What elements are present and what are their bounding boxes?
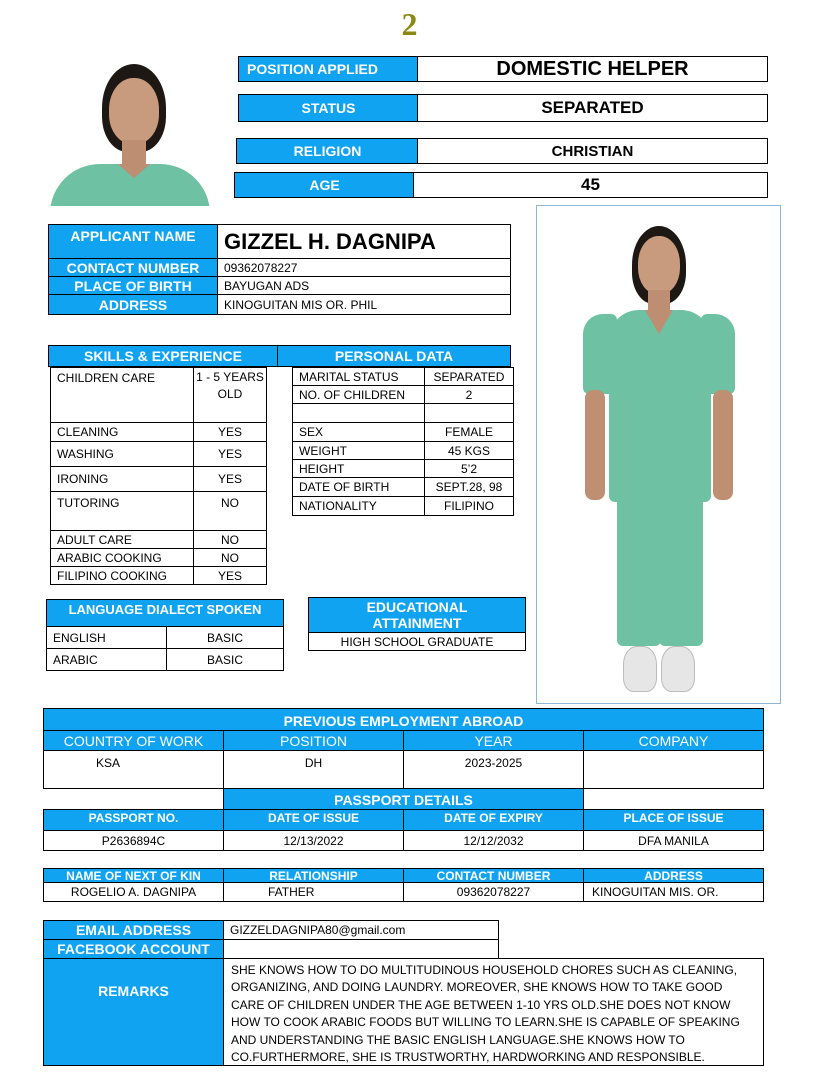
applicant-name-value: GIZZEL H. DAGNIPA bbox=[217, 224, 511, 259]
language-name: ARABIC bbox=[46, 648, 167, 671]
personal-value: SEPARATED bbox=[424, 367, 514, 386]
headshot-photo bbox=[46, 60, 212, 206]
skill-value bbox=[193, 367, 267, 423]
applicant-name-label: APPLICANT NAME bbox=[48, 224, 218, 259]
education-header bbox=[308, 597, 526, 633]
personal-data-header: PERSONAL DATA bbox=[277, 345, 511, 367]
age-value: 45 bbox=[413, 172, 768, 198]
passport-col-expiry: DATE OF EXPIRY bbox=[403, 809, 584, 831]
remarks-label: REMARKS bbox=[43, 958, 224, 1066]
employment-country: KSA bbox=[43, 750, 224, 789]
religion-label: RELIGION bbox=[236, 138, 418, 164]
personal-value: 45 KGS bbox=[424, 441, 514, 460]
personal-label: DATE OF BIRTH bbox=[292, 477, 425, 497]
employment-col-year: YEAR bbox=[403, 730, 584, 751]
personal-value bbox=[424, 403, 514, 423]
remarks-line: SHE KNOWS HOW TO DO MULTITUDINOUS HOUSEHOLD CHORES SUCH AS CLEANING, bbox=[231, 963, 738, 977]
place-of-birth-value: BAYUGAN ADS bbox=[217, 276, 511, 295]
kin-col-relationship: RELATIONSHIP bbox=[223, 868, 404, 883]
employment-header: PREVIOUS EMPLOYMENT ABROAD bbox=[43, 708, 764, 731]
personal-label: MARITAL STATUS bbox=[292, 367, 425, 386]
kin-col-name: NAME OF NEXT OF KIN bbox=[43, 868, 224, 883]
status-value: SEPARATED bbox=[417, 94, 768, 122]
passport-header: PASSPORT DETAILS bbox=[223, 788, 584, 810]
place-of-birth-label: PLACE OF BIRTH bbox=[48, 276, 218, 295]
personal-label: WEIGHT bbox=[292, 441, 425, 460]
skill-name: ADULT CARE bbox=[50, 530, 194, 549]
status-label: STATUS bbox=[238, 94, 418, 122]
employment-col-country: COUNTRY OF WORK bbox=[43, 730, 224, 751]
personal-label: HEIGHT bbox=[292, 459, 425, 478]
remarks-line: CO.FURTHERMORE, SHE IS TRUSTWORTHY, HARDWORKING AND RESPONSIBLE. bbox=[231, 1050, 705, 1065]
skill-name: WASHING bbox=[50, 441, 194, 467]
language-name: ENGLISH bbox=[46, 626, 167, 649]
skill-name: CLEANING bbox=[50, 422, 194, 442]
skill-name: ARABIC COOKING bbox=[50, 548, 194, 567]
passport-number: P2636894C bbox=[43, 830, 224, 851]
remarks-text bbox=[223, 958, 764, 1066]
skills-header: SKILLS & EXPERIENCE bbox=[48, 345, 278, 367]
skill-name: TUTORING bbox=[50, 491, 194, 531]
employment-col-company: COMPANY bbox=[583, 730, 764, 751]
employment-year: 2023-2025 bbox=[403, 750, 584, 789]
skill-value: NO bbox=[193, 548, 267, 567]
personal-value: FEMALE bbox=[424, 422, 514, 442]
skill-value-text: 1 - 5 YEARS OLD bbox=[196, 370, 264, 401]
personal-value: 2 bbox=[424, 385, 514, 404]
language-level: BASIC bbox=[166, 648, 284, 671]
address-label: ADDRESS bbox=[48, 294, 218, 315]
position-applied-label: POSITION APPLIED bbox=[238, 56, 418, 82]
kin-col-contact: CONTACT NUMBER bbox=[403, 868, 584, 883]
remarks-line: HOW TO COOK ARABIC FOODS BUT WILLING TO LEARN.SHE IS CAPABLE OF SPEAKING bbox=[231, 1015, 740, 1030]
skill-name: IRONING bbox=[50, 466, 194, 492]
remarks-line: ORGANIZING, AND DOING LAUNDRY. MOREOVER, SHE KNOWS HOW TO TAKE GOOD bbox=[231, 980, 723, 995]
employment-col-position: POSITION bbox=[223, 730, 404, 751]
contact-number-label: CONTACT NUMBER bbox=[48, 258, 218, 277]
skill-value: NO bbox=[193, 530, 267, 549]
language-header: LANGUAGE DIALECT SPOKEN bbox=[46, 599, 284, 627]
contact-number-value: 09362078227 bbox=[217, 258, 511, 277]
skill-value: YES bbox=[193, 566, 267, 585]
education-header-text: EDUCATIONAL ATTAINMENT bbox=[366, 599, 468, 631]
employment-company bbox=[583, 750, 764, 789]
personal-value: 5’2 bbox=[424, 459, 514, 478]
passport-issue-date: 12/13/2022 bbox=[223, 830, 404, 851]
kin-relationship: FATHER bbox=[223, 882, 404, 902]
personal-value: FILIPINO bbox=[424, 496, 514, 516]
skill-name: CHILDREN CARE bbox=[50, 367, 194, 423]
skill-value: YES bbox=[193, 422, 267, 442]
skill-value: NO bbox=[193, 491, 267, 531]
position-applied-value: DOMESTIC HELPER bbox=[417, 56, 768, 82]
personal-label: NO. OF CHILDREN bbox=[292, 385, 425, 404]
education-value: HIGH SCHOOL GRADUATE bbox=[308, 632, 526, 651]
email-label: EMAIL ADDRESS bbox=[43, 920, 224, 940]
skill-name: FILIPINO COOKING bbox=[50, 566, 194, 585]
kin-name: ROGELIO A. DAGNIPA bbox=[43, 882, 224, 902]
passport-col-issue: DATE OF ISSUE bbox=[223, 809, 404, 831]
passport-col-place: PLACE OF ISSUE bbox=[583, 809, 764, 831]
personal-label bbox=[292, 403, 425, 423]
facebook-label: FACEBOOK ACCOUNT bbox=[43, 939, 224, 959]
address-value: KINOGUITAN MIS OR. PHIL bbox=[217, 294, 511, 315]
full-body-photo bbox=[536, 205, 781, 704]
remarks-line: AND UNDERSTANDING THE BASIC ENGLISH LANGUAGE.SHE KNOWS HOW TO bbox=[231, 1032, 685, 1047]
facebook-value bbox=[223, 939, 499, 959]
employment-position: DH bbox=[223, 750, 404, 789]
kin-contact: 09362078227 bbox=[403, 882, 584, 902]
kin-col-address: ADDRESS bbox=[583, 868, 764, 883]
personal-label: NATIONALITY bbox=[292, 496, 425, 516]
age-label: AGE bbox=[234, 172, 414, 198]
language-level: BASIC bbox=[166, 626, 284, 649]
personal-label: SEX bbox=[292, 422, 425, 442]
passport-expiry-date: 12/12/2032 bbox=[403, 830, 584, 851]
religion-value: CHRISTIAN bbox=[417, 138, 768, 164]
page-number: 2 bbox=[401, 5, 418, 42]
remarks-line: CARE OF CHILDREN UNDER THE AGE BETWEEN 1-10 YRS OLD.SHE DOES NOT KNOW bbox=[231, 997, 731, 1012]
personal-value: SEPT.28, 98 bbox=[424, 477, 514, 497]
passport-place: DFA MANILA bbox=[583, 830, 764, 851]
skill-value: YES bbox=[193, 441, 267, 467]
passport-col-number: PASSPORT NO. bbox=[43, 809, 224, 831]
kin-address: KINOGUITAN MIS. OR. bbox=[583, 882, 764, 902]
skill-value: YES bbox=[193, 466, 267, 492]
email-value: GIZZELDAGNIPA80@gmail.com bbox=[223, 920, 499, 940]
